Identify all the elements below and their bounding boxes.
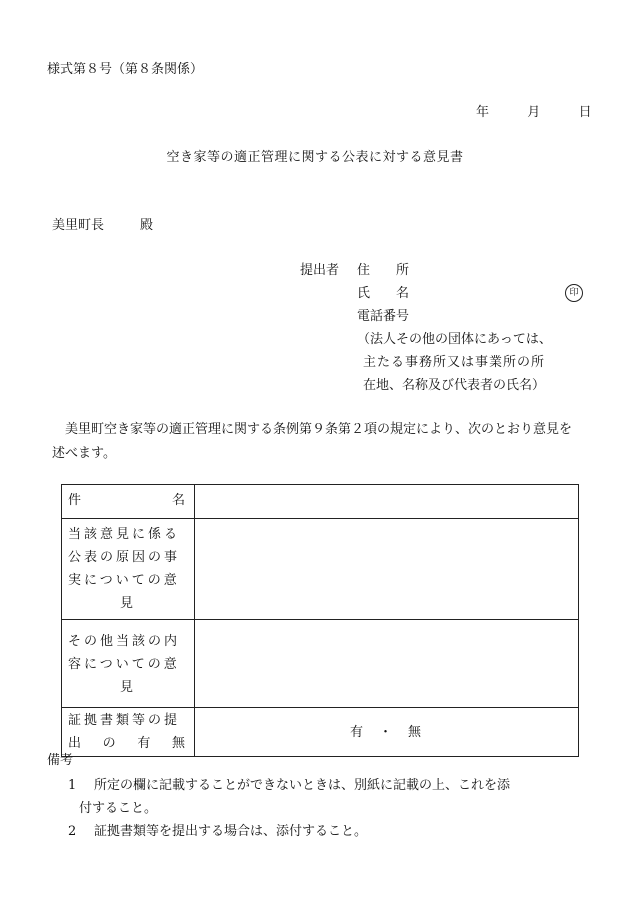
label-line: 証拠書類等の提 (68, 713, 181, 728)
addressee (52, 217, 153, 235)
subject-field[interactable] (195, 485, 579, 519)
document-title: 空き家等の適正管理に関する公表に対する意見書 (166, 150, 464, 165)
remark-item (68, 823, 367, 841)
table-row (62, 485, 579, 519)
label-line: 当該意見に係る (68, 527, 181, 542)
label-line: 見 (119, 596, 136, 611)
remark-text: 所定の欄に記載することができないときは、別紙に記載の上、これを添 (94, 778, 511, 793)
other-opinion-field[interactable] (195, 620, 579, 708)
submitter-note-line: 主たる事務所又は事業所の所 (363, 355, 546, 370)
remark-text: 証拠書類等を提出する場合は、添付すること。 (94, 824, 368, 839)
form-number: 様式第８号（第８条関係） (47, 62, 204, 77)
label-char: の (102, 736, 119, 751)
date-month-label: 月 (527, 105, 541, 120)
label-char: 無 (171, 736, 188, 751)
address-field-label: 住 所 (357, 263, 410, 278)
label-char: 名 (171, 493, 188, 508)
label-line: 見 (119, 680, 136, 695)
phone-field-label: 電話番号 (357, 309, 410, 324)
remark-number: 2 (68, 824, 77, 839)
label-line: 実についての意 (68, 573, 180, 588)
label-char: 件 (68, 493, 85, 508)
remark-continuation: 付すること。 (79, 801, 158, 816)
body-paragraph: 美里町空き家等の適正管理に関する条例第９条第２項の規定により、次のとおり意見を述べます。 (52, 422, 573, 461)
row-label-cause-opinion (62, 519, 195, 620)
remark-number: 1 (68, 778, 77, 793)
table-row (62, 519, 579, 620)
remark-item (68, 777, 510, 795)
option-no[interactable]: 無 (408, 724, 424, 740)
table-row (62, 708, 579, 757)
label-line: 公表の原因の事 (68, 550, 181, 565)
cause-opinion-field[interactable] (195, 519, 579, 620)
row-label-subject (62, 485, 195, 519)
label-char: 有 (137, 736, 154, 751)
label-char: 出 (68, 736, 85, 751)
submitter-label: 提出者 (300, 263, 340, 278)
label-line: その他当該の内 (68, 634, 181, 649)
addressee-honorific: 殿 (140, 218, 154, 233)
addressee-name: 美里町長 (52, 218, 105, 233)
submitter-note-line: 在地、名称及び代表者の氏名） (363, 378, 546, 393)
option-separator: ・ (378, 724, 394, 740)
row-label-other-opinion (62, 620, 195, 708)
submitter-note-line: （法人その他の団体にあっては、 (357, 332, 552, 347)
seal-mark: 印 (565, 284, 583, 302)
table-row (62, 620, 579, 708)
label-line (68, 732, 188, 755)
date-line (476, 104, 592, 122)
evidence-presence-field (195, 708, 579, 757)
name-field-label: 氏 名 (357, 286, 410, 301)
date-day-label: 日 (578, 105, 592, 120)
opinion-table (61, 484, 579, 757)
option-yes[interactable]: 有 (349, 724, 365, 740)
remarks-heading: 備考 (47, 753, 74, 768)
date-year-label: 年 (476, 105, 490, 120)
label-line: 容についての意 (68, 657, 180, 672)
row-label-evidence (62, 708, 195, 757)
